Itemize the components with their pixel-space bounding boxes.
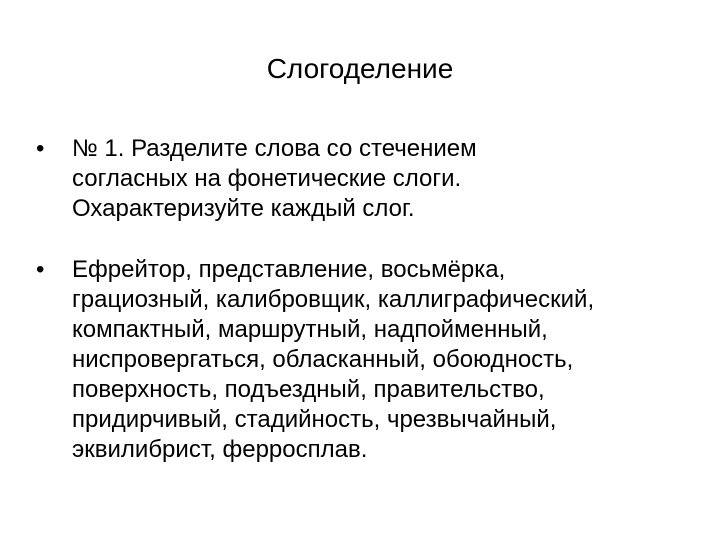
word-list-text: Ефрейтор, представление, восьмёрка, грациозный, калибровщик, каллиграфический, компактный, маршрутный, надпойменный, ниспровергаться, обласканный, обоюдность, поверхность, подъездный, правительство, придирчивый, стадийность, чрезвычайный, эквилибрист, ферросплав.	[72, 256, 595, 463]
bullet-marker: •	[36, 135, 45, 162]
bullet-item-words	[36, 255, 696, 465]
bullet-item-task	[36, 134, 696, 224]
bullet-marker: •	[36, 256, 45, 283]
bullet-list	[36, 134, 696, 465]
slide-title: Слогоделение	[266, 53, 454, 84]
task-instruction-text: № 1. Разделите слова со стечением согласных на фонетические слоги. Охарактеризуйте каждый слог.	[72, 135, 477, 222]
